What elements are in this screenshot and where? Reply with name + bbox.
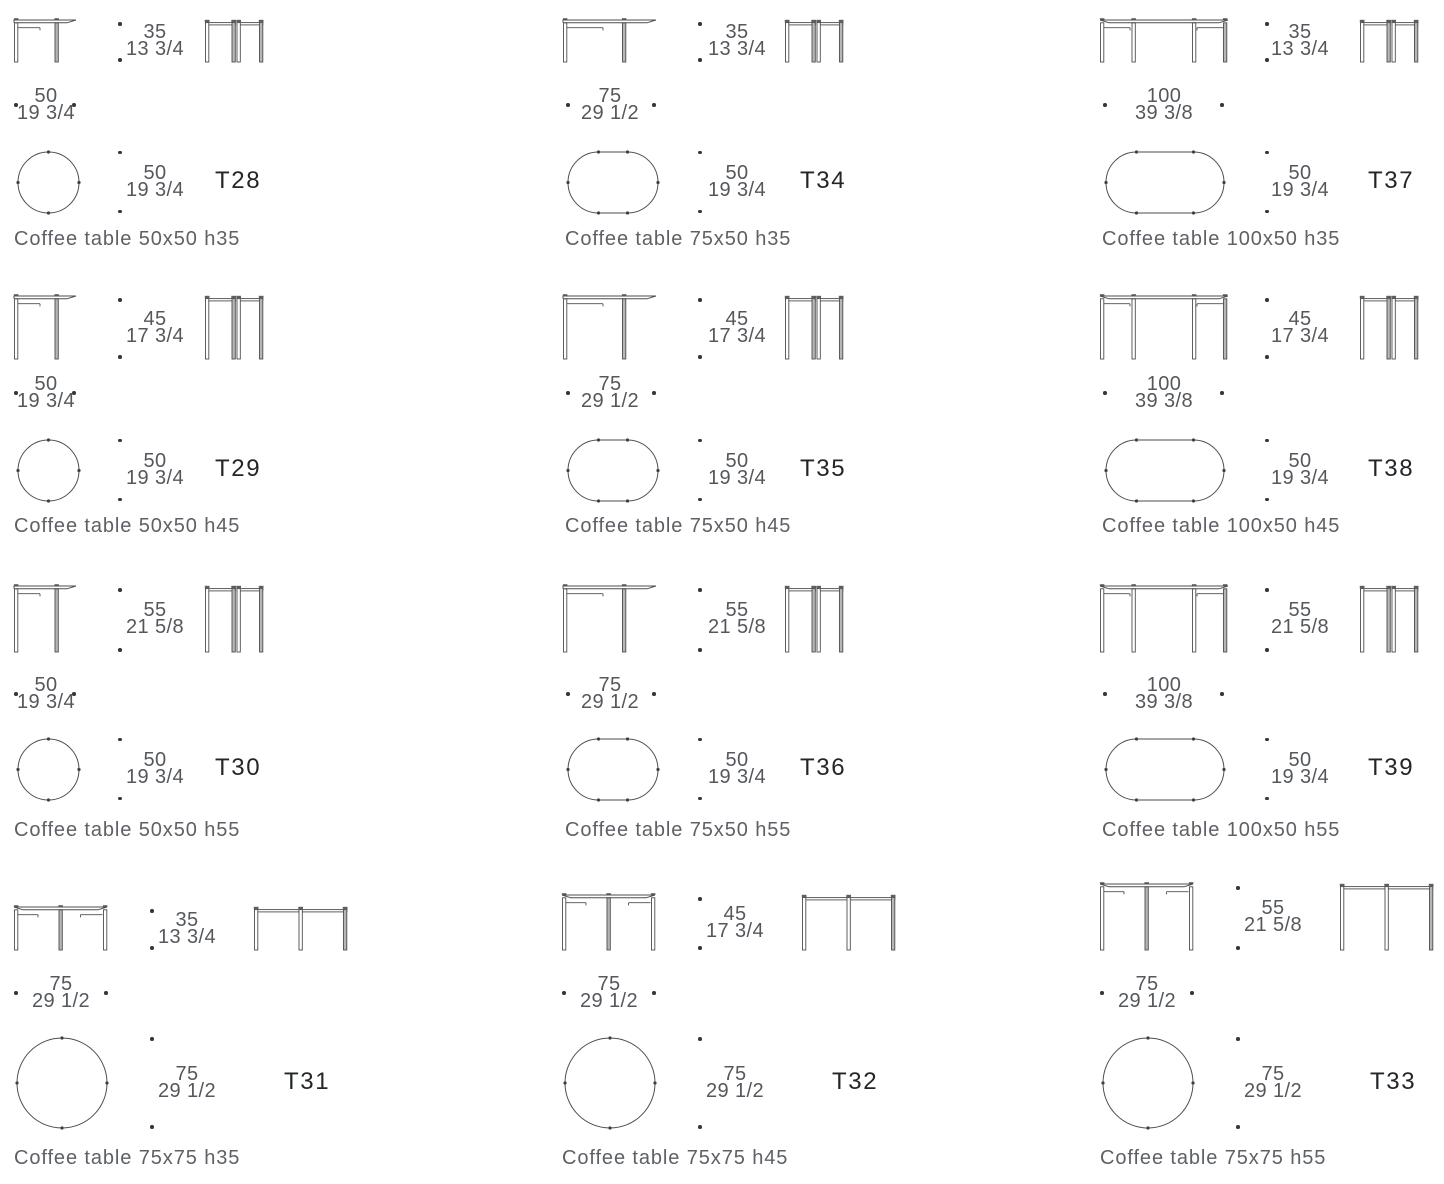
dimension-extent-dot [118, 298, 122, 302]
dimension-extent-dot [1265, 439, 1269, 443]
dimension-inches: 19 3/4 [707, 766, 766, 788]
dimension-inches: 17 3/4 [707, 324, 766, 347]
height-dimension [1203, 897, 1343, 936]
height-dimension [667, 599, 807, 638]
model-code: T38 [1368, 455, 1415, 482]
dimension-cm: 75 [1135, 973, 1159, 995]
dimension-extent-dot [1236, 886, 1240, 890]
dimension-inches: 19 3/4 [1270, 766, 1329, 788]
dimension-extent-dot [150, 1125, 154, 1129]
depth-dimension [85, 162, 225, 201]
model-code: T36 [800, 754, 847, 781]
top-view-drawing [13, 1034, 111, 1132]
dimension-cm: 50 [725, 450, 749, 472]
dimension-extent-dot [118, 151, 122, 155]
dimension-inches: 19 3/4 [125, 467, 184, 489]
dimension-extent-dot [118, 498, 122, 502]
dimension-extent-dot [698, 1037, 702, 1041]
dimension-inches: 17 3/4 [125, 324, 184, 347]
top-view-drawing [564, 436, 662, 505]
top-view-drawing [1102, 148, 1228, 217]
dimension-inches: 13 3/4 [125, 38, 184, 60]
front-view-drawing [559, 16, 660, 66]
height-dimension [667, 307, 807, 347]
top-view-drawing [14, 148, 83, 217]
width-dimension [0, 674, 116, 713]
product-caption: Coffee table 75x75 h45 [562, 1147, 789, 1169]
dimension-inches: 21 5/8 [1243, 914, 1302, 936]
front-view-drawing [558, 891, 659, 954]
front-view-drawing [1096, 880, 1197, 954]
dimension-extent-dot [118, 797, 122, 801]
dimension-cm: 75 [1261, 1063, 1285, 1085]
height-dimension [665, 902, 805, 942]
model-code: T28 [215, 167, 262, 194]
top-view-drawing [564, 735, 662, 804]
dimension-extent-dot [698, 1125, 702, 1129]
dimension-extent-dot [1265, 298, 1269, 302]
width-dimension [540, 674, 680, 713]
depth-dimension [667, 749, 807, 788]
dimension-inches: 29 1/2 [1243, 1080, 1302, 1102]
dimension-cm: 50 [34, 373, 58, 395]
depth-dimension [667, 162, 807, 201]
dimension-extent-dot [698, 498, 702, 502]
dimension-cm: 35 [143, 21, 167, 43]
dimension-cm: 75 [598, 373, 622, 395]
dimension-cm: 55 [143, 599, 167, 621]
dimension-cm: 45 [723, 902, 747, 925]
depth-dimension [667, 450, 807, 489]
width-dimension [539, 973, 679, 1012]
dimension-extent-dot [698, 946, 702, 950]
side-view-drawing [1336, 880, 1437, 954]
dimension-cm: 100 [1146, 85, 1182, 107]
dimension-inches: 21 5/8 [707, 616, 766, 638]
model-code: T29 [215, 455, 262, 482]
dimension-inches: 19 3/4 [1270, 179, 1329, 201]
dimension-cm: 50 [143, 450, 167, 472]
dimension-extent-dot [698, 298, 702, 302]
dimension-extent-dot [698, 355, 702, 359]
dimension-extent-dot [698, 588, 702, 592]
dimension-cm: 45 [143, 307, 167, 330]
dimension-inches: 21 5/8 [1270, 616, 1329, 638]
dimension-extent-dot [1265, 498, 1269, 502]
product-caption: Coffee table 75x50 h45 [565, 515, 792, 537]
top-view-drawing [561, 1034, 659, 1132]
dimension-cm: 50 [725, 162, 749, 184]
dimension-inches: 13 3/4 [707, 38, 766, 60]
product-caption: Coffee table 75x75 h55 [1100, 1147, 1327, 1169]
dimension-inches: 19 3/4 [707, 467, 766, 489]
width-dimension [0, 373, 116, 412]
dimension-extent-dot [118, 58, 122, 62]
top-view-drawing [14, 735, 83, 804]
height-dimension [85, 307, 225, 347]
front-view-drawing [1096, 292, 1232, 363]
dimension-inches: 19 3/4 [16, 102, 75, 124]
dimension-extent-dot [1265, 588, 1269, 592]
dimension-cm: 50 [143, 749, 167, 771]
front-view-drawing [559, 292, 660, 363]
dimension-extent-dot [698, 58, 702, 62]
product-caption: Coffee table 100x50 h35 [1102, 228, 1341, 250]
height-dimension [117, 908, 257, 948]
product-caption: Coffee table 50x50 h35 [14, 228, 241, 250]
dimension-cm: 35 [725, 21, 749, 43]
top-view-drawing [1102, 735, 1228, 804]
dimension-cm: 75 [175, 1063, 199, 1085]
dimension-cm: 75 [598, 85, 622, 107]
dimension-inches: 19 3/4 [16, 390, 75, 412]
width-dimension [540, 373, 680, 412]
dimension-inches: 39 3/8 [1134, 390, 1193, 412]
top-view-drawing [564, 148, 662, 217]
dimension-extent-dot [150, 1037, 154, 1041]
dimension-cm: 35 [175, 908, 199, 931]
dimension-inches: 19 3/4 [707, 179, 766, 201]
top-view-drawing [14, 436, 83, 505]
depth-dimension [1230, 162, 1370, 201]
front-view-drawing [1096, 16, 1232, 66]
model-code: T32 [832, 1068, 879, 1095]
dimension-inches: 29 1/2 [580, 390, 639, 412]
height-dimension [85, 21, 225, 60]
dimension-inches: 19 3/4 [1270, 467, 1329, 489]
model-code: T37 [1368, 167, 1415, 194]
dimension-cm: 50 [143, 162, 167, 184]
width-dimension [0, 85, 116, 124]
dimension-cm: 50 [34, 674, 58, 696]
dimension-cm: 45 [725, 307, 749, 330]
dimension-inches: 39 3/8 [1134, 691, 1193, 713]
dimension-extent-dot [118, 355, 122, 359]
height-dimension [667, 21, 807, 60]
dimension-extent-dot [698, 439, 702, 443]
height-dimension [1230, 307, 1370, 347]
dimension-cm: 55 [1288, 599, 1312, 621]
dimension-extent-dot [1236, 946, 1240, 950]
dimension-extent-dot [118, 210, 122, 214]
dimension-inches: 17 3/4 [705, 919, 764, 942]
width-dimension [0, 973, 131, 1012]
dimension-inches: 19 3/4 [16, 691, 75, 713]
dimension-inches: 29 1/2 [580, 691, 639, 713]
dimension-extent-dot [1265, 58, 1269, 62]
dimension-cm: 55 [725, 599, 749, 621]
dimension-extent-dot [1236, 1125, 1240, 1129]
height-dimension [1230, 599, 1370, 638]
dimension-extent-dot [1265, 355, 1269, 359]
dimension-cm: 55 [1261, 897, 1285, 919]
dimension-cm: 35 [1288, 21, 1312, 43]
depth-dimension [1230, 749, 1370, 788]
dimension-cm: 100 [1146, 373, 1182, 395]
dimension-cm: 75 [723, 1063, 747, 1085]
depth-dimension [665, 1063, 805, 1102]
model-code: T35 [800, 455, 847, 482]
product-caption: Coffee table 75x50 h35 [565, 228, 792, 250]
depth-dimension [1203, 1063, 1343, 1102]
dimension-extent-dot [1265, 738, 1269, 742]
model-code: T33 [1370, 1068, 1417, 1095]
dimension-extent-dot [1265, 648, 1269, 652]
dimension-extent-dot [1265, 210, 1269, 214]
dimension-inches: 29 1/2 [157, 1080, 216, 1102]
dimension-extent-dot [118, 439, 122, 443]
width-dimension [1094, 85, 1234, 124]
dimension-inches: 19 3/4 [125, 179, 184, 201]
dimension-inches: 39 3/8 [1134, 102, 1193, 124]
dimension-extent-dot [1265, 151, 1269, 155]
dimension-cm: 75 [49, 973, 73, 995]
top-view-drawing [1099, 1034, 1197, 1132]
model-code: T34 [800, 167, 847, 194]
dimension-extent-dot [698, 151, 702, 155]
dimension-extent-dot [698, 210, 702, 214]
side-view-drawing [798, 891, 899, 954]
product-caption: Coffee table 75x75 h35 [14, 1147, 241, 1169]
product-caption: Coffee table 75x50 h55 [565, 819, 792, 841]
front-view-drawing [10, 903, 111, 954]
dimension-inches: 29 1/2 [1117, 990, 1176, 1012]
dimension-extent-dot [698, 648, 702, 652]
product-caption: Coffee table 100x50 h55 [1102, 819, 1341, 841]
dimension-cm: 50 [1288, 450, 1312, 472]
dimension-inches: 29 1/2 [579, 990, 638, 1012]
dimension-inches: 13 3/4 [157, 925, 216, 948]
dimension-cm: 50 [1288, 162, 1312, 184]
model-code: T39 [1368, 754, 1415, 781]
dimension-cm: 75 [598, 674, 622, 696]
depth-dimension [85, 749, 225, 788]
width-dimension [1077, 973, 1217, 1012]
model-code: T30 [215, 754, 262, 781]
dimension-inches: 21 5/8 [125, 616, 184, 638]
dimension-cm: 50 [34, 85, 58, 107]
top-view-drawing [1102, 436, 1228, 505]
dimension-cm: 50 [725, 749, 749, 771]
front-view-drawing [10, 292, 80, 363]
dimension-cm: 100 [1146, 674, 1182, 696]
dimension-inches: 17 3/4 [1270, 324, 1329, 347]
height-dimension [1230, 21, 1370, 60]
width-dimension [1094, 373, 1234, 412]
dimension-cm: 50 [1288, 749, 1312, 771]
height-dimension [85, 599, 225, 638]
product-caption: Coffee table 100x50 h45 [1102, 515, 1341, 537]
dimension-inches: 29 1/2 [705, 1080, 764, 1102]
dimension-extent-dot [150, 946, 154, 950]
dimension-cm: 45 [1288, 307, 1312, 330]
product-caption: Coffee table 50x50 h55 [14, 819, 241, 841]
dimension-inches: 29 1/2 [31, 990, 90, 1012]
dimension-extent-dot [118, 738, 122, 742]
dimension-extent-dot [698, 738, 702, 742]
model-code: T31 [284, 1068, 331, 1095]
dimension-inches: 19 3/4 [125, 766, 184, 788]
front-view-drawing [1096, 582, 1232, 656]
front-view-drawing [559, 582, 660, 656]
dimension-inches: 29 1/2 [580, 102, 639, 124]
dimension-extent-dot [698, 897, 702, 901]
product-caption: Coffee table 50x50 h45 [14, 515, 241, 537]
dimension-cm: 75 [597, 973, 621, 995]
front-view-drawing [10, 16, 80, 66]
front-view-drawing [10, 582, 80, 656]
depth-dimension [117, 1063, 257, 1102]
width-dimension [540, 85, 680, 124]
dimension-extent-dot [118, 588, 122, 592]
dimension-extent-dot [118, 648, 122, 652]
dimension-extent-dot [698, 797, 702, 801]
dimension-extent-dot [1265, 797, 1269, 801]
dimension-inches: 13 3/4 [1270, 38, 1329, 60]
depth-dimension [85, 450, 225, 489]
depth-dimension [1230, 450, 1370, 489]
dimension-extent-dot [1236, 1037, 1240, 1041]
width-dimension [1094, 674, 1234, 713]
side-view-drawing [250, 903, 351, 954]
